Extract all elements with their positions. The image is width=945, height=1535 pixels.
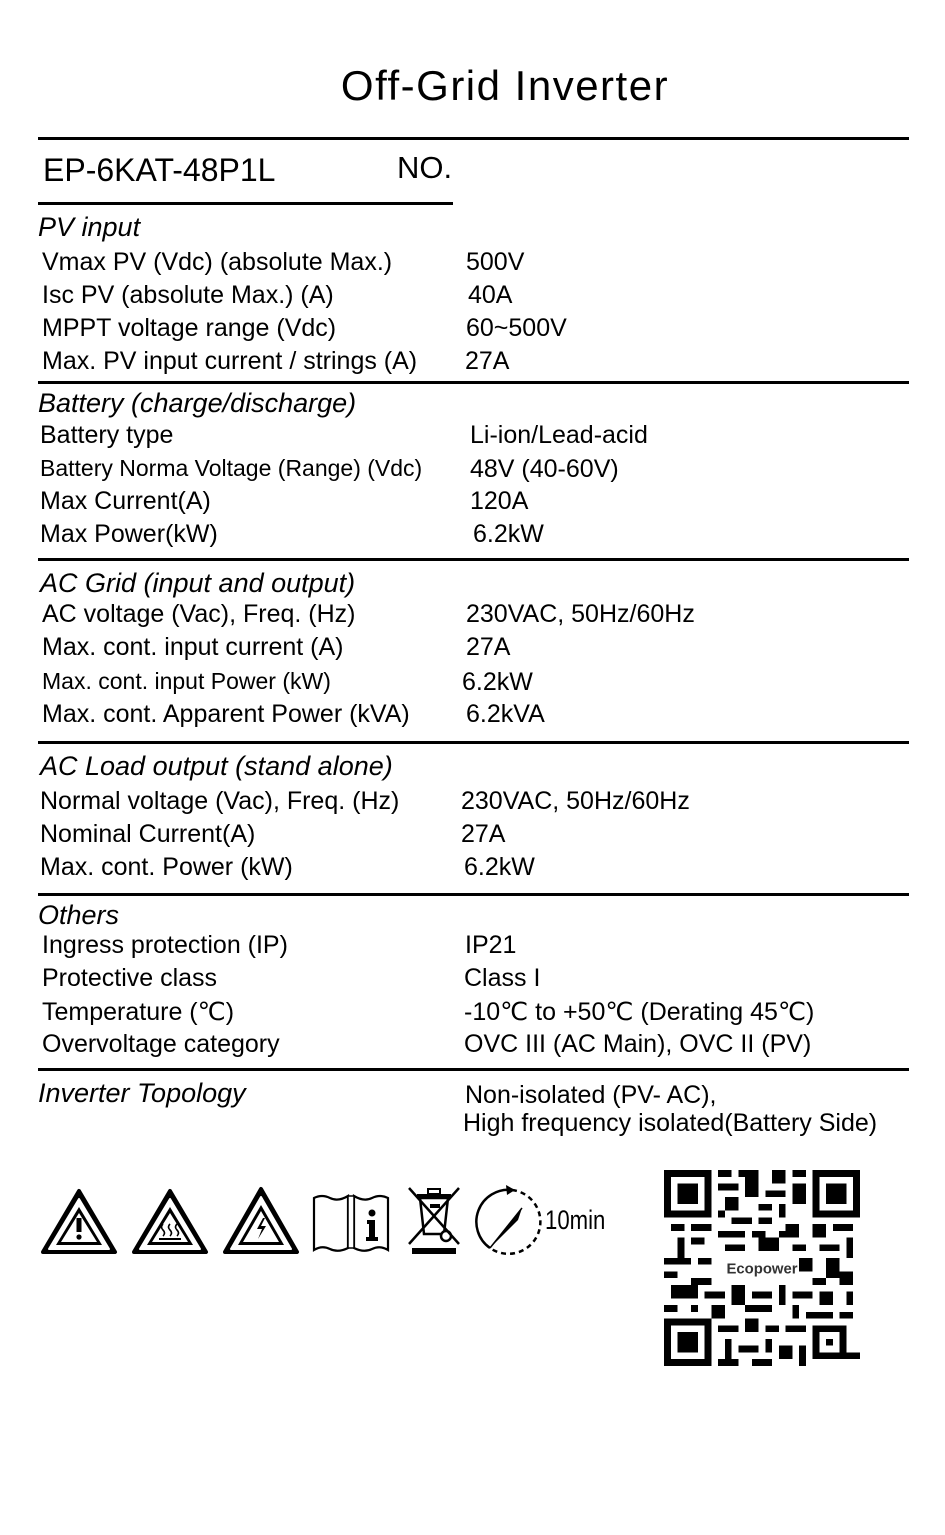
spec-row: [0, 1030, 945, 1063]
spec-label: Nominal Current(A): [40, 820, 256, 848]
spec-value: 500V: [466, 248, 525, 276]
spec-row: [0, 931, 945, 964]
spec-label: Battery Norma Voltage (Range) (Vdc): [40, 455, 423, 481]
spec-label: Protective class: [42, 964, 218, 992]
spec-row: [0, 314, 945, 347]
model-number: EP-6KAT-48P1L: [43, 152, 276, 188]
spec-row: [0, 997, 945, 1030]
electric-shock-warning-icon: [222, 1186, 300, 1256]
spec-label: Max Power(kW): [40, 520, 218, 548]
divider: [38, 741, 909, 744]
spec-label: Max. cont. input Power (kW): [42, 668, 331, 694]
topology-line-2: High frequency isolated(Battery Side): [463, 1109, 878, 1137]
section-title-others: Others: [38, 900, 120, 930]
section-title-topology: Inverter Topology: [38, 1078, 246, 1108]
discharge-timer-icon: [470, 1180, 550, 1260]
weee-crossed-bin-icon: [406, 1184, 462, 1256]
spec-label: Temperature (℃): [42, 998, 235, 1026]
spec-value: 6.2kW: [473, 520, 544, 548]
spec-row: [0, 421, 945, 454]
spec-value: IP21: [465, 931, 517, 959]
spec-value: Li-ion/Lead-acid: [470, 421, 648, 449]
spec-label: Isc PV (absolute Max.) (A): [42, 281, 334, 309]
spec-label: Normal voltage (Vac), Freq. (Hz): [40, 787, 400, 815]
topology-line-1: Non-isolated (PV- AC),: [465, 1081, 717, 1109]
spec-label: Max. PV input current / strings (A): [42, 347, 418, 375]
divider: [38, 1068, 909, 1071]
spec-label: AC voltage (Vac), Freq. (Hz): [42, 600, 356, 628]
timer-label: 10min: [545, 1205, 606, 1235]
spec-row: [0, 853, 945, 886]
spec-row: [0, 668, 945, 701]
spec-label: Overvoltage category: [42, 1030, 280, 1058]
spec-value: 27A: [465, 347, 510, 375]
model-underline: [38, 202, 453, 205]
spec-value: 230VAC, 50Hz/60Hz: [466, 600, 695, 628]
spec-row: [0, 700, 945, 733]
spec-value: 40A: [468, 281, 513, 309]
section-title-battery: Battery (charge/discharge): [38, 388, 357, 418]
spec-value: 27A: [461, 820, 506, 848]
read-manual-icon: [312, 1190, 392, 1254]
spec-value: 48V (40-60V): [470, 455, 619, 483]
divider: [38, 558, 909, 561]
section-title-ac-grid: AC Grid (input and output): [40, 568, 356, 598]
spec-value: 6.2kW: [462, 668, 533, 696]
qr-code[interactable]: [664, 1170, 860, 1366]
spec-label: Max Current(A): [40, 487, 211, 515]
spec-row: [0, 820, 945, 853]
spec-value: 120A: [470, 487, 529, 515]
spec-row: [0, 520, 945, 553]
spec-value: 60~500V: [466, 314, 567, 342]
spec-row: [0, 248, 945, 281]
spec-row: [0, 455, 945, 488]
spec-value: Class I: [464, 964, 541, 992]
spec-label: Vmax PV (Vdc) (absolute Max.): [42, 248, 393, 276]
page-title: Off-Grid Inverter: [340, 62, 670, 109]
spec-label: Max. cont. Apparent Power (kVA): [42, 700, 410, 728]
qr-brand-label: Ecopower: [726, 1261, 798, 1278]
section-title-ac-load: AC Load output (stand alone): [40, 751, 393, 781]
divider: [38, 137, 909, 140]
spec-label: MPPT voltage range (Vdc): [42, 314, 337, 342]
spec-row: [0, 347, 945, 380]
spec-value: 230VAC, 50Hz/60Hz: [461, 787, 690, 815]
spec-value: 6.2kVA: [466, 700, 545, 728]
spec-value: 6.2kW: [464, 853, 535, 881]
serial-number-label: NO.: [397, 150, 453, 185]
spec-row: [0, 633, 945, 666]
spec-row: [0, 600, 945, 633]
spec-value: 27A: [466, 633, 511, 661]
spec-label: Max. cont. input current (A): [42, 633, 344, 661]
spec-value: OVC III (AC Main), OVC II (PV): [464, 1030, 812, 1058]
spec-value: -10℃ to +50℃ (Derating 45℃): [464, 998, 815, 1026]
general-warning-icon: [40, 1188, 118, 1256]
hot-surface-warning-icon: [131, 1188, 209, 1256]
spec-label: Max. cont. Power (kW): [40, 853, 293, 881]
divider: [38, 893, 909, 896]
divider: [38, 381, 909, 384]
section-title-pv-input: PV input: [38, 212, 141, 242]
spec-row: [0, 487, 945, 520]
spec-row: [0, 787, 945, 820]
spec-row: [0, 281, 945, 314]
spec-row: [0, 964, 945, 997]
spec-label: Battery type: [40, 421, 174, 449]
spec-label: Ingress protection (IP): [42, 931, 288, 959]
